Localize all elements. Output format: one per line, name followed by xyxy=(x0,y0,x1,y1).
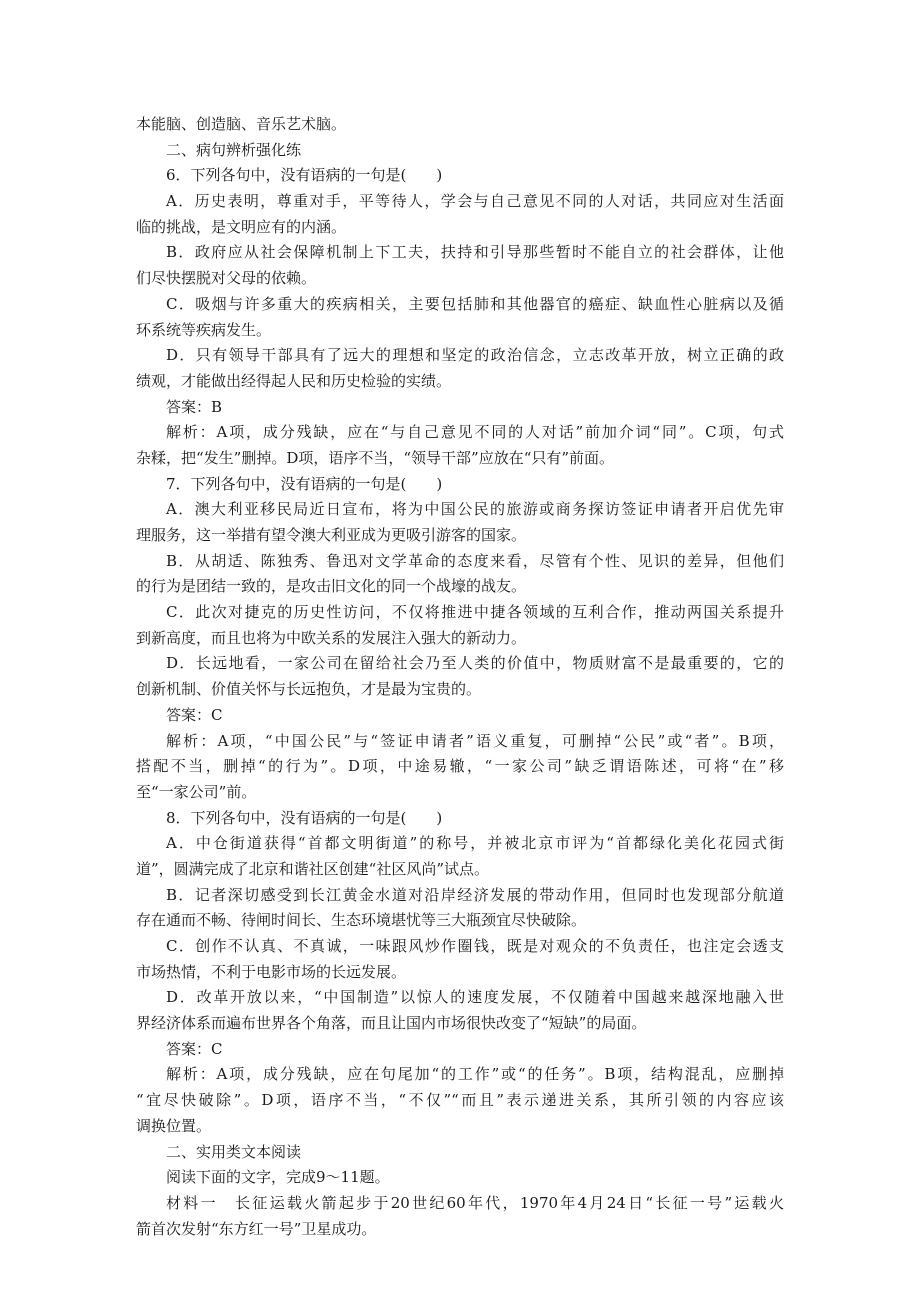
text-line: B．政府应从社会保障机制上下工夫，扶持和引导那些暂时不能自立的社会群体，让他 xyxy=(166,243,784,262)
text-line: 8．下列各句中，没有语病的一句是( ) xyxy=(166,808,443,827)
text-line: 本能脑、创造脑、音乐艺术脑。 xyxy=(136,115,347,133)
text-line: “宜尽快破除”。D项，语序不当，“不仅”“而且”表示递进关系，其所引领的内容应该 xyxy=(136,1091,784,1110)
text-line: 道”，圆满完成了北京和谐社区创建“社区风尚”试点。 xyxy=(136,859,490,878)
text-line: 的行为是团结一致的，是攻击旧文化的同一个战壕的战友。 xyxy=(136,577,527,596)
text-line: 材料一 长征运载火箭起步于20世纪60年代，1970年4月24日“长征一号”运载火 xyxy=(166,1193,784,1212)
text-line: 答案：B xyxy=(166,397,223,416)
text-line: 市场热情，不利于电影市场的长远发展。 xyxy=(136,962,407,981)
text-line: 答案：C xyxy=(166,705,223,724)
text-line: 杂糅，把“发生”删掉。D项，语序不当，“领导干部”应放在“只有”前面。 xyxy=(136,448,615,467)
text-line: 理服务，这一举措有望令澳大利亚成为更吸引游客的国家。 xyxy=(136,526,527,544)
text-line: C．创作不认真、不真诚，一味跟风炒作圈钱，既是对观众的不负责任，也注定会透支 xyxy=(166,937,784,955)
text-line: 6．下列各句中，没有语病的一句是( ) xyxy=(166,166,443,185)
document-page xyxy=(136,112,784,1242)
text-line: 解析：A项，成分残缺，应在“与自己意见不同的人对话”前加介词“同”。C项，句式 xyxy=(166,423,784,442)
text-line: A．中仓街道获得“首都文明街道”的称号，并被北京市评为“首都绿化美化花园式街 xyxy=(166,834,784,853)
text-line: 阅读下面的文字，完成9～11题。 xyxy=(166,1168,390,1187)
text-line: 绩观，才能做出经得起人民和历史检验的实绩。 xyxy=(136,371,452,390)
text-line: 们尽快摆脱对父母的依赖。 xyxy=(136,269,317,288)
text-line: 创新机制、价值关怀与长远抱负，才是最为宝贵的。 xyxy=(136,680,482,699)
text-line: 7．下列各句中，没有语病的一句是( ) xyxy=(166,474,443,493)
text-line: 界经济体系而遍布世界各个角落，而且让国内市场很快改变了“短缺”的局面。 xyxy=(136,1014,647,1033)
text-line: B．从胡适、陈独秀、鲁迅对文学革命的态度来看，尽管有个性、见识的差异，但他们 xyxy=(166,551,784,570)
text-line: 到新高度，而且也将为中欧关系的发展注入强大的新动力。 xyxy=(136,628,527,647)
text-line: 箭首次发射“东方红一号”卫星成功。 xyxy=(136,1219,377,1238)
text-line: A．澳大利亚移民局近日宣布，将为中国公民的旅游或商务探访签证申请者开启优先审 xyxy=(166,500,784,519)
text-line: 解析：A项，成分残缺，应在句尾加“的工作”或“的任务”。B项，结构混乱，应删掉 xyxy=(166,1065,784,1084)
text-line: D．只有领导干部具有了远大的理想和坚定的政治信念，立志改革开放，树立正确的政 xyxy=(166,346,784,365)
text-line: 环系统等疾病发生。 xyxy=(136,320,272,339)
text-line: 解析：A项，“中国公民”与“签证申请者”语义重复，可删掉“公民”或“者”。B项， xyxy=(166,731,784,750)
text-line: C．此次对捷克的历史性访问，不仅将推进中捷各领域的互利合作，推动两国关系提升 xyxy=(166,603,784,622)
text-line: 二、实用类文本阅读 xyxy=(166,1142,302,1161)
text-line: 搭配不当，删掉“的行为”。D项，中途易辙，“一家公司”缺乏谓语陈述，可将“在”移 xyxy=(136,757,784,776)
text-line: A．历史表明，尊重对手，平等待人，学会与自己意见不同的人对话，共同应对生活面 xyxy=(166,192,784,211)
text-line: 存在通而不畅、待闸时间长、生态环境堪忧等三大瓶颈宜尽快破除。 xyxy=(136,911,587,930)
text-line: 答案：C xyxy=(166,1039,223,1058)
text-line: D．改革开放以来，“中国制造”以惊人的速度发展，不仅随着中国越来越深地融入世 xyxy=(166,988,784,1007)
text-line: 调换位置。 xyxy=(136,1116,212,1135)
text-line: B．记者深切感受到长江黄金水道对沿岸经济发展的带动作用，但同时也发现部分航道 xyxy=(166,885,784,904)
text-line: 至“一家公司”前。 xyxy=(136,782,257,801)
text-line: C．吸烟与许多重大的疾病相关，主要包括肺和其他器官的癌症、缺血性心脏病以及循 xyxy=(166,294,784,313)
text-line: 临的挑战，是文明应有的内涵。 xyxy=(136,217,347,236)
text-line: 二、病句辨析强化练 xyxy=(166,140,302,159)
text-line: D．长远地看，一家公司在留给社会乃至人类的价值中，物质财富不是最重要的，它的 xyxy=(166,654,784,673)
